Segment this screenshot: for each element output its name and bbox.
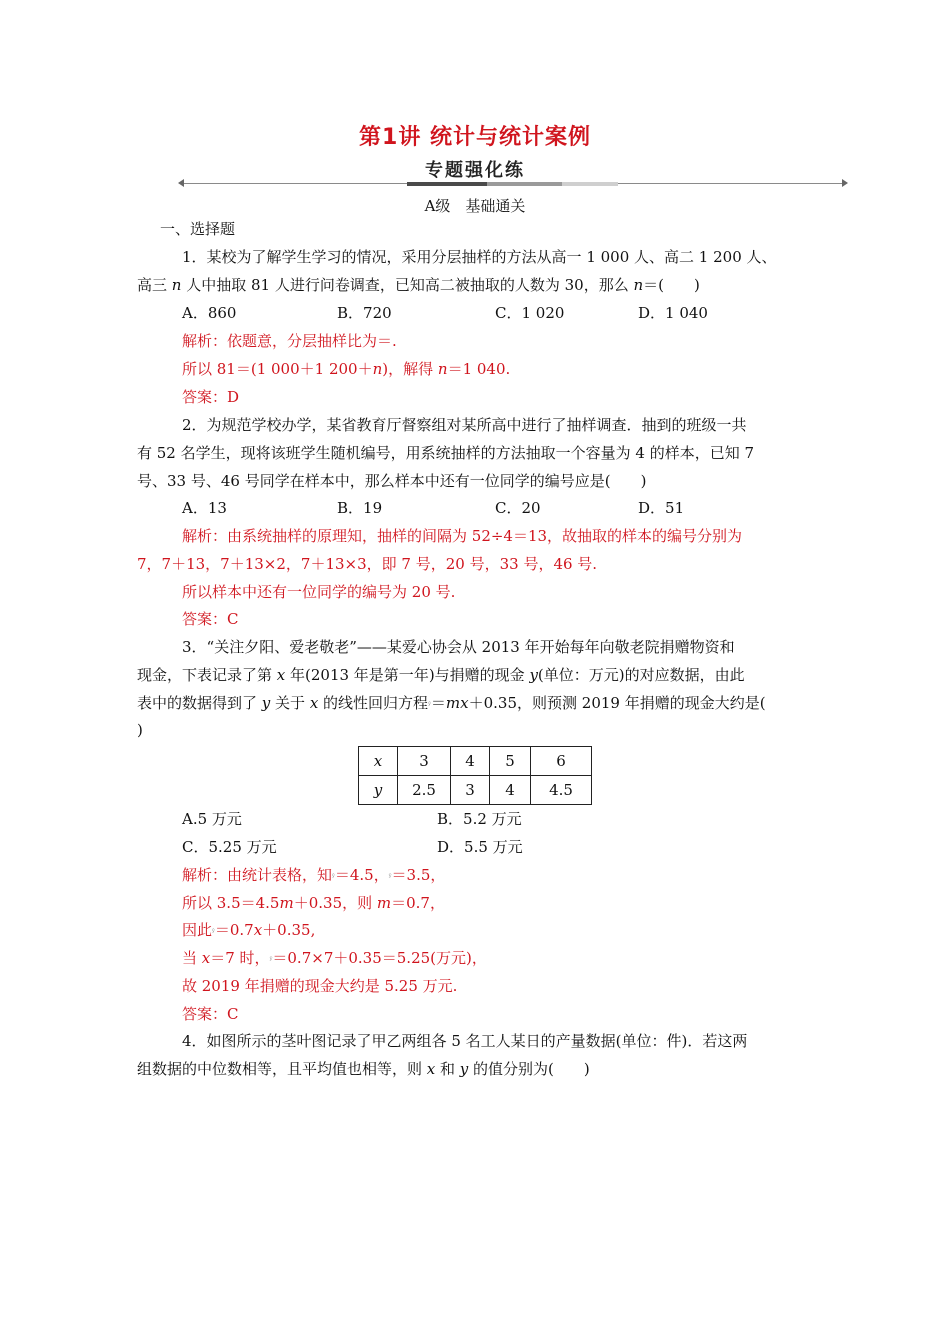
- q1-analysis-line2: 所以 81＝(1 000＋1 200＋n)，解得 n＝1 040.: [182, 360, 511, 378]
- table-cell: 3: [398, 747, 451, 776]
- table-cell: 3: [451, 776, 490, 805]
- q3-answer: 答案：C: [182, 1005, 239, 1023]
- table-header-cell: y: [359, 776, 398, 805]
- header-rule-dark-segment: [407, 182, 487, 186]
- q3-stem-line3: 表中的数据得到了 y 关于 x 的线性回归方程ŷ＝mx＋0.35，则预测 2019 年捐赠的现金大约是(: [137, 694, 766, 712]
- left-arrow-icon: [178, 179, 184, 187]
- header-rule-light-segment: [562, 182, 618, 186]
- hat-placeholder-icon: ŷ: [212, 928, 215, 934]
- q2-stem-line3: 号、33 号、46 号同学在样本中，那么样本中还有一位同学的编号应是( ): [137, 472, 647, 490]
- q3-option-c: C．5.25 万元: [182, 838, 277, 856]
- q1-stem-line1: 1．某校为了解学生学习的情况，采用分层抽样的方法从高一 1 000 人、高二 1 200 人、: [182, 248, 777, 266]
- x-bar-placeholder-icon: ŷ: [332, 873, 335, 879]
- q1-analysis-line1: 解析：依题意，分层抽样比为＝.: [182, 332, 397, 350]
- q1-answer: 答案：D: [182, 388, 240, 406]
- header-rule-mid-segment: [487, 182, 562, 186]
- table-cell: 4: [490, 776, 531, 805]
- q1-option-d: D．1 040: [638, 304, 708, 322]
- q2-analysis-line2: 7，7＋13，7＋13×2，7＋13×3，即 7 号，20 号，33 号，46 号.: [137, 555, 598, 573]
- section-heading: 一、选择题: [160, 220, 236, 238]
- table-cell: 5: [490, 747, 531, 776]
- table-header-cell: x: [359, 747, 398, 776]
- q3-analysis-line2: 所以 3.5＝4.5m＋0.35，则 m＝0.7，: [182, 894, 445, 912]
- q2-stem-line2: 有 52 名学生，现将该班学生随机编号，用系统抽样的方法抽取一个容量为 4 的样本，已知 7: [137, 444, 755, 462]
- q2-analysis-line1: 解析：由系统抽样的原理知，抽样的间隔为 52÷4＝13，故抽取的样本的编号分别为: [182, 527, 743, 545]
- hat-placeholder-icon: ŷ: [269, 956, 273, 962]
- table-row: [359, 776, 592, 805]
- q2-answer: 答案：C: [182, 610, 239, 628]
- q1-option-a: A．860: [182, 304, 237, 322]
- q3-analysis-line3: 因此ŷ＝0.7x＋0.35,: [182, 921, 316, 939]
- lecture-subtitle: 专题强化练: [425, 160, 525, 181]
- q4-stem-line2: 组数据的中位数相等，且平均值也相等，则 x 和 y 的值分别为( ): [137, 1060, 590, 1078]
- q2-option-d: D．51: [638, 499, 685, 517]
- right-arrow-icon: [842, 179, 848, 187]
- q3-option-d: D．5.5 万元: [437, 838, 523, 856]
- q3-option-b: B．5.2 万元: [437, 810, 522, 828]
- q1-option-c: C．1 020: [495, 304, 565, 322]
- q3-stem-line4: ): [137, 721, 143, 739]
- table-cell: 4: [451, 747, 490, 776]
- y-bar-placeholder-icon: ŷ: [388, 873, 392, 879]
- q2-option-a: A．13: [182, 499, 227, 517]
- lecture-title: 第1讲 统计与统计案例: [359, 125, 591, 150]
- q2-option-c: C．20: [495, 499, 541, 517]
- table-cell: 2.5: [398, 776, 451, 805]
- q3-data-table: [358, 746, 592, 805]
- q3-analysis-line5: 故 2019 年捐赠的现金大约是 5.25 万元.: [182, 977, 458, 995]
- table-cell: 6: [531, 747, 592, 776]
- q3-option-a: A.5 万元: [182, 810, 242, 828]
- table-cell: 4.5: [531, 776, 592, 805]
- hat-placeholder-icon: ŷ: [428, 701, 431, 707]
- q2-analysis-line3: 所以样本中还有一位同学的编号为 20 号.: [182, 583, 456, 601]
- q2-option-b: B．19: [337, 499, 383, 517]
- q3-stem-line1: 3．“关注夕阳、爱老敬老”——某爱心协会从 2013 年开始每年向敬老院捐赠物资和: [182, 638, 735, 656]
- q3-analysis-line1: 解析：由统计表格，知ŷ＝4.5，ŷ＝3.5，: [182, 866, 446, 884]
- q1-option-b: B．720: [337, 304, 392, 322]
- q2-stem-line1: 2．为规范学校办学，某省教育厅督察组对某所高中进行了抽样调查．抽到的班级一共: [182, 416, 747, 434]
- q4-stem-line1: 4．如图所示的茎叶图记录了甲乙两组各 5 名工人某日的产量数据(单位：件)．若这两: [182, 1032, 748, 1050]
- q3-stem-line2: 现金，下表记录了第 x 年(2013 年是第一年)与捐赠的现金 y(单位：万元)的对应数据，由此: [137, 666, 745, 684]
- table-row: [359, 747, 592, 776]
- q1-stem-line2: 高三 n 人中抽取 81 人进行问卷调查，已知高二被抽取的人数为 30，那么 n＝( ): [137, 276, 700, 294]
- q3-analysis-line4: 当 x＝7 时，ŷ＝0.7×7＋0.35＝5.25(万元)，: [182, 949, 487, 967]
- level-label: A级 基础通关: [424, 197, 526, 215]
